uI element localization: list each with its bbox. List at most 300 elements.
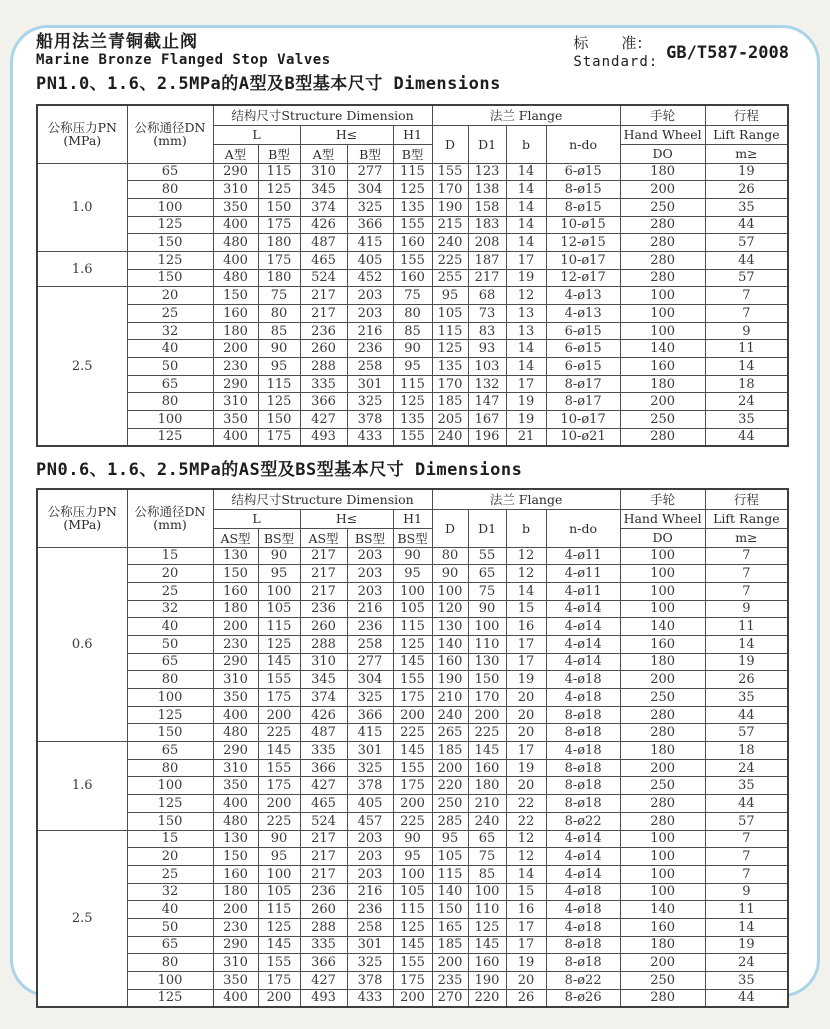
dimension-value: 26 xyxy=(506,989,546,1007)
table-row xyxy=(37,689,788,707)
dimension-value: 285 xyxy=(432,812,468,830)
dimension-value: 175 xyxy=(393,972,432,990)
dimension-value: 35 xyxy=(705,972,788,990)
dimension-value: 203 xyxy=(347,848,393,866)
dimension-value: 95 xyxy=(393,358,432,376)
dimension-value: 190 xyxy=(432,198,468,216)
dimension-value: 93 xyxy=(468,340,506,358)
dimension-value: 160 xyxy=(620,635,705,653)
dimension-value: 180 xyxy=(213,883,258,901)
dimension-value: 280 xyxy=(620,706,705,724)
dimension-value: 130 xyxy=(213,830,258,848)
dimension-value: 255 xyxy=(432,269,468,287)
dimension-value: 4-ø14 xyxy=(546,848,620,866)
dimension-value: 8-ø17 xyxy=(546,393,620,411)
standard-labels xyxy=(573,34,658,71)
dimension-value: 236 xyxy=(347,901,393,919)
dimension-value: 4-ø18 xyxy=(546,918,620,936)
dimension-value: 4-ø11 xyxy=(546,582,620,600)
dimension-value: 366 xyxy=(347,216,393,234)
dimension-value: 20 xyxy=(127,565,213,583)
dimension-value: 350 xyxy=(213,777,258,795)
dimension-value: 15 xyxy=(127,830,213,848)
dimension-value: 225 xyxy=(468,724,506,742)
dimension-value: 280 xyxy=(620,216,705,234)
dimension-value: 150 xyxy=(258,198,300,216)
dimension-value: 100 xyxy=(620,287,705,305)
header-pressure: 公称压力PN (MPa) xyxy=(37,489,127,547)
dimension-value: 75 xyxy=(258,287,300,305)
header-ndo: n-do xyxy=(546,509,620,547)
table-row xyxy=(37,269,788,287)
dimension-value: 140 xyxy=(432,883,468,901)
dimension-value: 374 xyxy=(300,689,347,707)
dimension-value: 6-ø15 xyxy=(546,358,620,376)
dimension-value: 19 xyxy=(506,671,546,689)
table-row xyxy=(37,163,788,181)
dimension-value: 280 xyxy=(620,428,705,446)
table-row xyxy=(37,742,788,760)
dimension-value: 7 xyxy=(705,565,788,583)
dimension-value: 487 xyxy=(300,724,347,742)
dimension-value: 90 xyxy=(468,600,506,618)
dimension-value: 280 xyxy=(620,812,705,830)
dimension-value: 26 xyxy=(705,181,788,199)
table-body xyxy=(37,547,788,1007)
dimension-value: 301 xyxy=(347,742,393,760)
dimension-value: 85 xyxy=(468,865,506,883)
dimension-value: 304 xyxy=(347,181,393,199)
dimension-value: 325 xyxy=(347,393,393,411)
dimension-value: 24 xyxy=(705,954,788,972)
dimension-value: 170 xyxy=(432,375,468,393)
header-type: B型 xyxy=(258,144,300,163)
dimension-value: 433 xyxy=(347,989,393,1007)
dimension-value: 203 xyxy=(347,565,393,583)
dimension-value: 125 xyxy=(127,706,213,724)
dimension-value: 236 xyxy=(300,600,347,618)
header-type: B型 xyxy=(393,144,432,163)
dimension-value: 4-ø18 xyxy=(546,671,620,689)
table-row xyxy=(37,618,788,636)
dimension-value: 100 xyxy=(393,582,432,600)
dimension-value: 65 xyxy=(127,375,213,393)
dimension-value: 400 xyxy=(213,706,258,724)
dimension-value: 138 xyxy=(468,181,506,199)
header-D1: D1 xyxy=(468,509,506,547)
dimension-value: 115 xyxy=(258,375,300,393)
dimension-value: 260 xyxy=(300,901,347,919)
dimension-value: 14 xyxy=(705,918,788,936)
dimension-value: 4-ø11 xyxy=(546,565,620,583)
dimension-value: 19 xyxy=(506,393,546,411)
dimension-value: 236 xyxy=(347,618,393,636)
dimension-value: 100 xyxy=(468,618,506,636)
dimension-value: 524 xyxy=(300,269,347,287)
dimension-value: 160 xyxy=(620,918,705,936)
table-row xyxy=(37,706,788,724)
dimension-value: 185 xyxy=(432,742,468,760)
dimension-value: 19 xyxy=(705,653,788,671)
dimension-value: 200 xyxy=(213,618,258,636)
dimension-value: 378 xyxy=(347,972,393,990)
dimension-value: 115 xyxy=(432,865,468,883)
dimension-value: 75 xyxy=(468,582,506,600)
dimension-value: 130 xyxy=(468,653,506,671)
dimension-value: 17 xyxy=(506,918,546,936)
dimension-value: 44 xyxy=(705,706,788,724)
header-pressure: 公称压力PN (MPa) xyxy=(37,105,127,163)
dimension-value: 160 xyxy=(620,358,705,376)
dimension-value: 170 xyxy=(432,181,468,199)
header-ndo: n-do xyxy=(546,125,620,163)
dimension-value: 100 xyxy=(620,547,705,565)
dimension-value: 110 xyxy=(468,635,506,653)
header-type: AS型 xyxy=(213,528,258,547)
dimension-value: 4-ø18 xyxy=(546,883,620,901)
dimension-value: 217 xyxy=(300,547,347,565)
dimension-value: 217 xyxy=(300,830,347,848)
dimension-value: 95 xyxy=(393,565,432,583)
dimension-value: 8-ø18 xyxy=(546,795,620,813)
dimension-value: 240 xyxy=(432,234,468,252)
dimension-value: 13 xyxy=(506,305,546,323)
table-row xyxy=(37,724,788,742)
dimension-value: 14 xyxy=(506,181,546,199)
dimension-value: 20 xyxy=(506,777,546,795)
dimension-value: 200 xyxy=(393,795,432,813)
dimension-value: 16 xyxy=(506,901,546,919)
dimension-value: 80 xyxy=(127,671,213,689)
dimension-value: 44 xyxy=(705,216,788,234)
dimension-value: 100 xyxy=(620,305,705,323)
dimension-value: 17 xyxy=(506,936,546,954)
table-row xyxy=(37,901,788,919)
dimension-value: 6-ø15 xyxy=(546,163,620,181)
dimension-value: 55 xyxy=(468,547,506,565)
table-2-title: PN0.6、1.6、2.5MPa的AS型及BS型基本尺寸 Dimensions xyxy=(36,460,523,480)
dimension-value: 325 xyxy=(347,759,393,777)
dimension-value: 19 xyxy=(506,411,546,429)
dimension-value: 8-ø15 xyxy=(546,181,620,199)
dimension-value: 217 xyxy=(300,287,347,305)
dimension-value: 32 xyxy=(127,322,213,340)
table-row xyxy=(37,635,788,653)
dimension-value: 35 xyxy=(705,198,788,216)
dimension-value: 125 xyxy=(432,340,468,358)
dimension-value: 310 xyxy=(300,163,347,181)
dimension-value: 75 xyxy=(468,848,506,866)
table-row xyxy=(37,322,788,340)
dimension-value: 100 xyxy=(127,777,213,795)
dimension-value: 85 xyxy=(258,322,300,340)
dimension-value: 145 xyxy=(258,653,300,671)
dimension-value: 115 xyxy=(393,901,432,919)
dimension-value: 125 xyxy=(393,918,432,936)
dimension-value: 288 xyxy=(300,918,347,936)
table-row xyxy=(37,287,788,305)
dimension-value: 9 xyxy=(705,883,788,901)
dimension-value: 200 xyxy=(393,989,432,1007)
dimension-value: 95 xyxy=(393,848,432,866)
dimension-value: 44 xyxy=(705,795,788,813)
dimension-value: 105 xyxy=(393,883,432,901)
dimension-value: 335 xyxy=(300,742,347,760)
dimension-value: 217 xyxy=(300,848,347,866)
dimension-value: 115 xyxy=(393,618,432,636)
dimension-value: 240 xyxy=(432,428,468,446)
table-row xyxy=(37,251,788,269)
dimension-value: 290 xyxy=(213,936,258,954)
dimension-value: 480 xyxy=(213,234,258,252)
dimension-value: 203 xyxy=(347,305,393,323)
dimension-value: 100 xyxy=(127,198,213,216)
dimension-value: 125 xyxy=(258,918,300,936)
dimension-value: 240 xyxy=(432,706,468,724)
dimension-value: 125 xyxy=(393,181,432,199)
dimension-value: 366 xyxy=(300,393,347,411)
dimension-value: 13 xyxy=(506,322,546,340)
dimension-value: 524 xyxy=(300,812,347,830)
dimension-value: 175 xyxy=(258,251,300,269)
dimension-value: 160 xyxy=(213,305,258,323)
dimension-value: 378 xyxy=(347,411,393,429)
dimension-value: 50 xyxy=(127,635,213,653)
dimension-value: 150 xyxy=(213,848,258,866)
dimension-value: 427 xyxy=(300,411,347,429)
pressure-value: 2.5 xyxy=(37,830,127,1007)
dimension-value: 100 xyxy=(127,689,213,707)
dimension-value: 220 xyxy=(432,777,468,795)
dimension-value: 325 xyxy=(347,198,393,216)
dimension-value: 100 xyxy=(127,972,213,990)
dimension-value: 15 xyxy=(506,600,546,618)
dimension-value: 165 xyxy=(432,918,468,936)
dimension-value: 14 xyxy=(506,865,546,883)
dimension-value: 8-ø26 xyxy=(546,989,620,1007)
dimension-value: 210 xyxy=(468,795,506,813)
dimension-value: 90 xyxy=(258,547,300,565)
dimension-value: 14 xyxy=(506,234,546,252)
dimension-value: 103 xyxy=(468,358,506,376)
dimension-value: 217 xyxy=(300,565,347,583)
table-row xyxy=(37,759,788,777)
dimension-value: 35 xyxy=(705,777,788,795)
dimension-value: 100 xyxy=(468,883,506,901)
dimension-value: 225 xyxy=(258,724,300,742)
dimension-value: 90 xyxy=(258,830,300,848)
dimension-value: 301 xyxy=(347,936,393,954)
header-D: D xyxy=(432,509,468,547)
dimension-value: 258 xyxy=(347,918,393,936)
table-row xyxy=(37,565,788,583)
standard-value: GB/T587-2008 xyxy=(666,42,789,63)
dimension-value: 200 xyxy=(620,954,705,972)
dimension-value: 200 xyxy=(620,671,705,689)
dimension-value: 44 xyxy=(705,428,788,446)
dimension-value: 9 xyxy=(705,600,788,618)
dimension-value: 415 xyxy=(347,234,393,252)
header-DO: DO xyxy=(620,144,705,163)
dimension-value: 44 xyxy=(705,251,788,269)
dimension-value: 250 xyxy=(620,972,705,990)
dimension-value: 155 xyxy=(258,759,300,777)
dimension-value: 57 xyxy=(705,234,788,252)
dimension-value: 155 xyxy=(258,954,300,972)
dimension-value: 350 xyxy=(213,198,258,216)
header-H: H≤ xyxy=(300,509,393,528)
dimension-value: 290 xyxy=(213,742,258,760)
dimension-value: 120 xyxy=(432,600,468,618)
header-diameter: 公称通径DN (mm) xyxy=(127,489,213,547)
table-row xyxy=(37,918,788,936)
dimension-value: 200 xyxy=(393,706,432,724)
dimension-value: 150 xyxy=(432,901,468,919)
dimension-value: 230 xyxy=(213,635,258,653)
dimension-value: 8-ø18 xyxy=(546,954,620,972)
product-title-cn: 船用法兰青铜截止阀 xyxy=(36,32,198,52)
dimension-value: 4-ø18 xyxy=(546,742,620,760)
table-row xyxy=(37,600,788,618)
table-row xyxy=(37,883,788,901)
header-diameter: 公称通径DN (mm) xyxy=(127,105,213,163)
table-1-title: PN1.0、1.6、2.5MPa的A型及B型基本尺寸 Dimensions xyxy=(36,74,501,94)
dimension-value: 100 xyxy=(620,565,705,583)
dimension-value: 200 xyxy=(620,759,705,777)
dimension-value: 4-ø13 xyxy=(546,287,620,305)
dimension-value: 310 xyxy=(213,393,258,411)
dimension-value: 210 xyxy=(432,689,468,707)
dimension-value: 14 xyxy=(506,358,546,376)
dimension-value: 100 xyxy=(620,848,705,866)
dimension-value: 100 xyxy=(620,582,705,600)
dimension-value: 203 xyxy=(347,865,393,883)
dimension-value: 265 xyxy=(432,724,468,742)
dimension-value: 26 xyxy=(705,671,788,689)
dimension-value: 280 xyxy=(620,234,705,252)
dimension-value: 187 xyxy=(468,251,506,269)
dimension-value: 20 xyxy=(127,848,213,866)
dimension-value: 12 xyxy=(506,848,546,866)
dimension-value: 290 xyxy=(213,163,258,181)
table-row xyxy=(37,181,788,199)
dimension-value: 140 xyxy=(432,635,468,653)
dimension-value: 465 xyxy=(300,795,347,813)
dimension-value: 203 xyxy=(347,547,393,565)
dimension-value: 200 xyxy=(258,706,300,724)
dimension-value: 135 xyxy=(432,358,468,376)
dimension-value: 280 xyxy=(620,269,705,287)
dimension-value: 150 xyxy=(127,269,213,287)
dimension-value: 427 xyxy=(300,777,347,795)
header-lift-en: Lift Range xyxy=(705,125,788,144)
dimension-value: 145 xyxy=(393,742,432,760)
dimension-value: 80 xyxy=(258,305,300,323)
dimension-value: 17 xyxy=(506,375,546,393)
dimension-value: 216 xyxy=(347,322,393,340)
dimension-value: 145 xyxy=(393,653,432,671)
dimension-value: 4-ø14 xyxy=(546,653,620,671)
table-row xyxy=(37,954,788,972)
table-row xyxy=(37,812,788,830)
dimension-value: 145 xyxy=(468,936,506,954)
dimension-value: 145 xyxy=(258,742,300,760)
product-title-en: Marine Bronze Flanged Stop Valves xyxy=(36,52,331,68)
dimension-value: 11 xyxy=(705,901,788,919)
dimension-value: 115 xyxy=(258,901,300,919)
dimension-value: 14 xyxy=(506,163,546,181)
dimension-value: 90 xyxy=(393,830,432,848)
dimension-value: 310 xyxy=(300,653,347,671)
dimension-value: 250 xyxy=(620,777,705,795)
dimension-value: 125 xyxy=(468,918,506,936)
dimension-value: 217 xyxy=(300,865,347,883)
dimension-value: 115 xyxy=(393,163,432,181)
dimension-value: 335 xyxy=(300,375,347,393)
dimension-value: 135 xyxy=(393,198,432,216)
dimension-value: 180 xyxy=(258,234,300,252)
dimension-value: 236 xyxy=(300,322,347,340)
dimension-value: 4-ø11 xyxy=(546,547,620,565)
dimension-value: 7 xyxy=(705,865,788,883)
dimension-value: 400 xyxy=(213,216,258,234)
dimension-value: 16 xyxy=(506,618,546,636)
dimension-value: 100 xyxy=(432,582,468,600)
dimension-value: 15 xyxy=(127,547,213,565)
dimension-value: 160 xyxy=(393,234,432,252)
dimension-value: 480 xyxy=(213,724,258,742)
dimension-value: 7 xyxy=(705,287,788,305)
dimension-value: 105 xyxy=(432,848,468,866)
dimension-value: 150 xyxy=(213,287,258,305)
dimension-value: 25 xyxy=(127,865,213,883)
dimension-value: 250 xyxy=(620,198,705,216)
dimension-value: 217 xyxy=(300,305,347,323)
dimension-value: 465 xyxy=(300,251,347,269)
dimension-value: 115 xyxy=(258,163,300,181)
dimension-value: 115 xyxy=(258,618,300,636)
dimension-value: 25 xyxy=(127,582,213,600)
dimension-value: 125 xyxy=(258,393,300,411)
dimension-value: 95 xyxy=(258,358,300,376)
dimension-value: 200 xyxy=(432,954,468,972)
dimension-value: 17 xyxy=(506,251,546,269)
dimension-value: 220 xyxy=(468,989,506,1007)
table-row xyxy=(37,972,788,990)
dimension-value: 8-ø17 xyxy=(546,375,620,393)
dimension-value: 200 xyxy=(432,759,468,777)
dimension-value: 290 xyxy=(213,375,258,393)
table-row xyxy=(37,428,788,446)
dimension-value: 200 xyxy=(258,795,300,813)
dimension-value: 155 xyxy=(258,671,300,689)
dimension-value: 125 xyxy=(127,795,213,813)
header-type: A型 xyxy=(300,144,347,163)
dimension-value: 400 xyxy=(213,989,258,1007)
dimension-value: 301 xyxy=(347,375,393,393)
dimension-value: 65 xyxy=(468,830,506,848)
dimension-value: 7 xyxy=(705,547,788,565)
dimension-value: 427 xyxy=(300,972,347,990)
dimension-value: 90 xyxy=(432,565,468,583)
dimension-value: 258 xyxy=(347,635,393,653)
dimension-value: 100 xyxy=(127,411,213,429)
table-row xyxy=(37,865,788,883)
dimension-value: 57 xyxy=(705,269,788,287)
dimension-value: 155 xyxy=(393,251,432,269)
dimension-value: 155 xyxy=(393,428,432,446)
dimension-value: 200 xyxy=(213,340,258,358)
